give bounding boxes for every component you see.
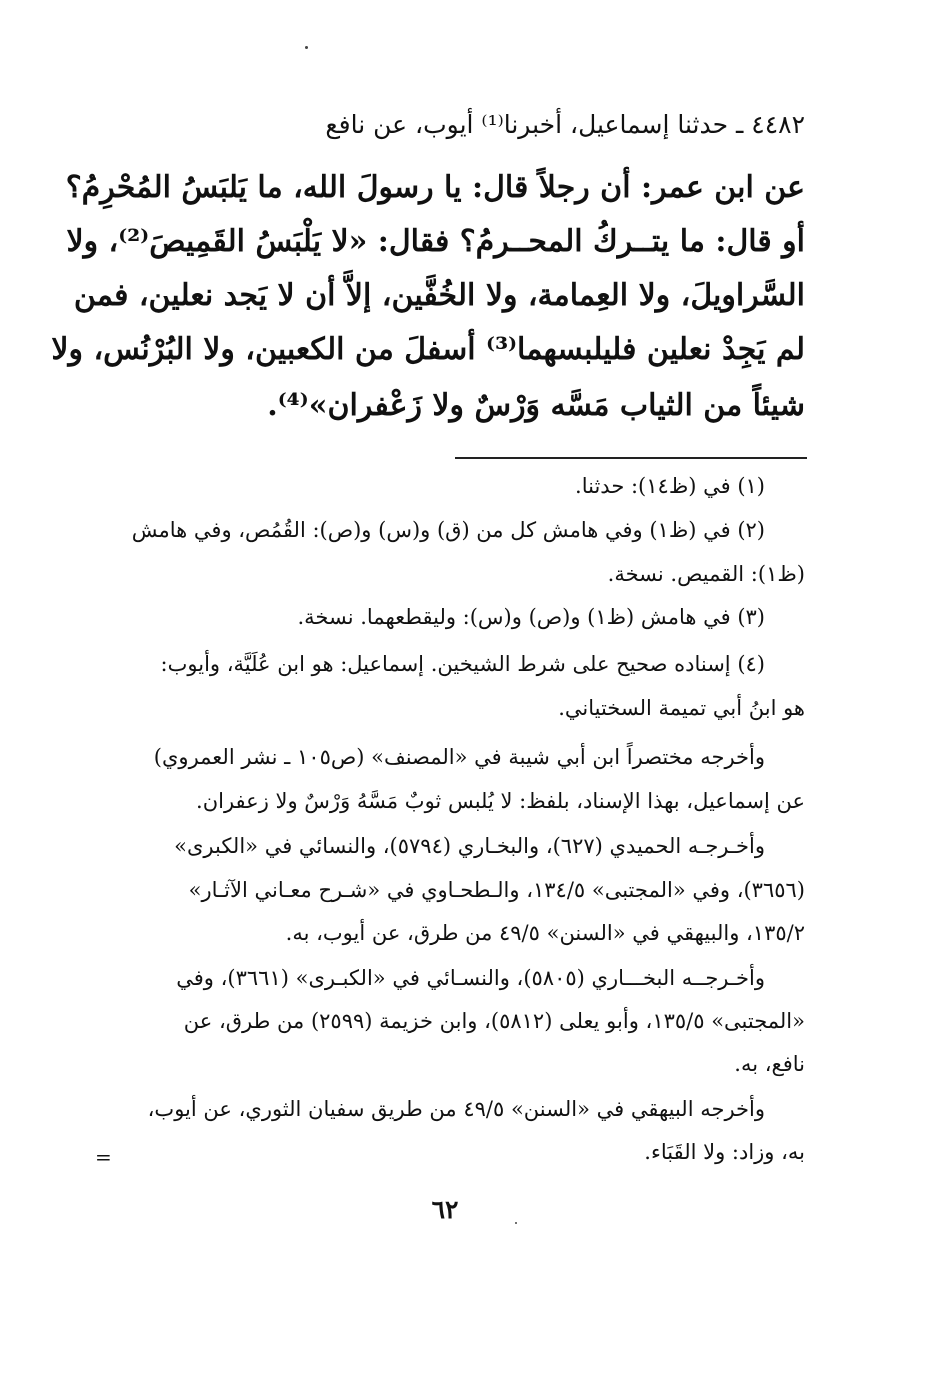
footnote-line: (٣) في هامش (ظ١) و(ص) و(س): وليقطعهما. نسخة. <box>297 605 765 629</box>
footnote-line: (٤) إسناده صحيح على شرط الشيخين. إسماعيل: هو ابن عُلَيَّة، وأيوب: <box>160 652 765 676</box>
footnote-line: (١) في (ظ١٤): حدثنا. <box>575 474 765 498</box>
footnote-line: «المجتبى» ١٣٥/٥، وأبو يعلى (٥٨١٢)، وابن خزيمة (٢٥٩٩) من طرق، عن <box>183 1009 805 1033</box>
footnote-line: به، وزاد: ولا القَبَاء. <box>644 1140 805 1164</box>
continuation-mark: = <box>95 1145 112 1169</box>
hadith-text-line: عن ابن عمر: أن رجلاً قال: يا رسولَ الله، ما يَلبَسُ المُحْرِمُ؟ <box>65 170 805 205</box>
footnote-line: ١٣٥/٢، والبيهقي في «السنن» ٤٩/٥ من طرق، عن أيوب، به. <box>285 921 805 945</box>
footnote-line: نافع، به. <box>734 1052 805 1076</box>
scan-speck <box>305 46 308 49</box>
footnote-line: (ظ١): القميص. نسخة. <box>607 562 805 586</box>
footnote-line: (٣٦٥٦)، وفي «المجتبى» ١٣٤/٥، والـطحـاوي في «شـرح معـاني الآثـار» <box>188 878 805 902</box>
page-number: ٦٢ <box>431 1195 459 1224</box>
hadith-text-line: أو قال: ما يتــركُ المحــرمُ؟ فقال: «لا يَلْبَسُ القَمِيصَ⁽²⁾، ولا <box>66 224 805 259</box>
hadith-text-line: لم يَجِدْ نعلين فليلبسهما⁽³⁾ أسفلَ من الكعبين، ولا البُرْنُس، ولا <box>51 332 805 367</box>
footnote-line: وأخرجه البيهقي في «السنن» ٤٩/٥ من طريق سفيان الثوري، عن أيوب، <box>147 1097 765 1121</box>
footnote-separator <box>455 457 807 459</box>
footnote-line: (٢) في (ظ١) وفي هامش كل من (ق) و(س) و(ص): القُمُص، وفي هامش <box>131 518 765 542</box>
footnote-line: وأخـرجـه الحميدي (٦٢٧)، والبخـاري (٥٧٩٤)، والنسائي في «الكبرى» <box>174 834 765 858</box>
footnote-line: هو ابنُ أبي تميمة السختياني. <box>558 696 805 720</box>
footnote-line: وأخـرجــه البخـــاري (٥٨٠٥)، والنسـائي في «الكبـرى» (٣٦٦١)، وفي <box>176 966 765 990</box>
scan-speck <box>515 1222 517 1224</box>
hadith-heading: ٤٤٨٢ ـ حدثنا إسماعيل، أخبرنا⁽¹⁾ أيوب، عن نافع <box>325 110 805 139</box>
footnote-line: وأخرجه مختصراً ابن أبي شيبة في «المصنف» (ص١٠٥ ـ نشر العمروي) <box>153 745 765 769</box>
hadith-text-line: شيئاً من الثياب مَسَّه وَرْسٌ ولا زَعْفران»⁽⁴⁾. <box>267 388 805 423</box>
footnote-line: عن إسماعيل، بهذا الإسناد، بلفظ: لا يُلبس ثوبٌ مَسَّهُ وَرْسٌ ولا زعفران. <box>196 789 805 813</box>
hadith-text-line: السَّراويلَ، ولا العِمامة، ولا الخُفَّين، إلاَّ أن لا يَجد نعلين، فمن <box>73 278 805 313</box>
